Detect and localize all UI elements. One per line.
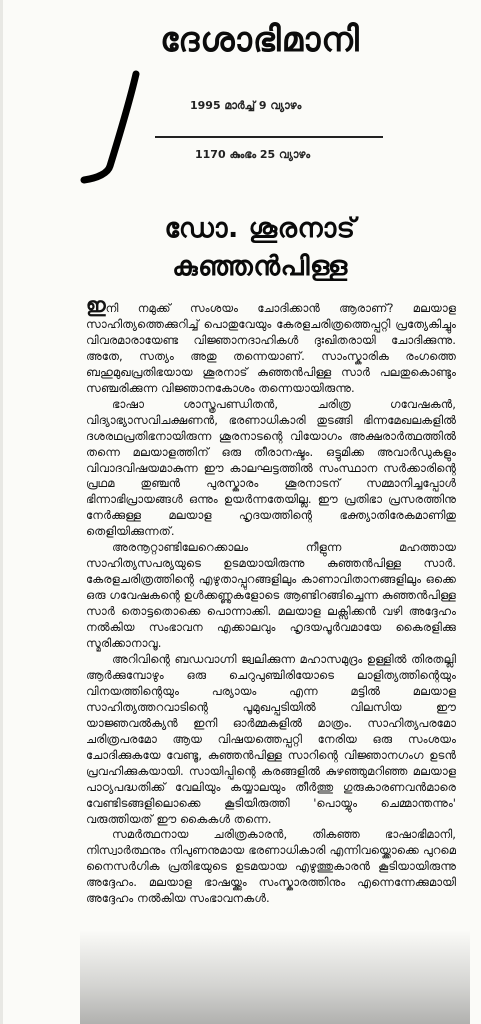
drop-cap: ഇ xyxy=(86,298,106,317)
date-divider xyxy=(155,136,383,138)
article-paragraph: അരനൂറ്റാണ്ടിലേറെക്കാലം നീളുന്ന മഹത്തായ സാഹിത്യസപര്യയുടെ ഉടമയായിരുന്നു കുഞ്ഞൻപിള്ള സാർ. കേരളചരിത്രത്തിന്റെ എഴുതാപ്പുറങ്ങളിലും കാണാവിതാനങ്ങളിലും ഒക്കെ ഒരു ഗവേഷകന്റെ ഉൾക്കണ്ണുകളോടെ ആണ്ടിറങ്ങിച്ചെന്ന കുഞ്ഞൻപിള്ള സാർ തൊട്ടതൊക്കെ പൊന്നാക്കി. മലയാള ലക്സിക്കൻ വഴി അദ്ദേഹം നൽകിയ സംഭാവന എക്കാലവും ഹൃദയപൂർവമായേ കൈരളിക്കു സ്മരിക്കാനാവൂ. xyxy=(86,540,456,651)
date-gregorian: 1995 മാർച്ച് 9 വ്യാഴം xyxy=(190,99,302,112)
newspaper-masthead: ദേശാഭിമാനി xyxy=(160,20,360,60)
headline-line-2: കുഞ്ഞൻപിള്ള xyxy=(172,251,348,282)
article-paragraph xyxy=(86,298,456,397)
article-paragraph: അറിവിന്റെ ബഡവാഗ്നി ജ്വലിക്കുന്ന മഹാസമുദ്രം ഉള്ളിൽ തിരതല്ലി ആർക്കുമ്പോഴും ഒരു ചെറുപുഞ്ചിരിയോടെ ലാളിത്യത്തിന്റെയും വിനയത്തിന്റെയും പര്യായം എന്ന മട്ടിൽ മലയാള സാഹിത്യത്തറവാടിന്റെ പൂമുഖപ്പടിയിൽ വിലസിയ ഈ യാജ്ഞവൽക്യൻ ഇനി ഓർമ്മകളിൽ മാത്രം. സാഹിത്യപരമോ ചരിത്രപരമോ ആയ വിഷയത്തെപ്പറ്റി നേരിയ ഒരു സംശയം ചോദിക്കുകയേ വേണ്ടൂ, കുഞ്ഞൻപിള്ള സാറിന്റെ വിജ്ഞാനഗംഗ ഉടൻ പ്രവഹിക്കുകയായി. സായിപ്പിന്റെ കരങ്ങളിൽ കുഴഞ്ഞുമറിഞ്ഞ മലയാള പാഠ്യപദ്ധതിക്ക് വേലിയും കയ്യാലയും തീർത്തു ഗുരുകാരണവൻമാരെ വേണ്ടിടങ്ങളിലൊക്കെ കൂടിയിരുത്തി 'പൊയ്യും ചെമ്മാന്തന്നും' വരുത്തിയത് ഈ കൈകൾ തന്നെ. xyxy=(86,651,456,826)
page-edge-left xyxy=(0,0,3,1024)
pen-mark-icon xyxy=(78,70,148,185)
date-kollam: 1170 കുംഭം 25 വ്യാഴം xyxy=(195,148,311,161)
headline-line-1: ഡോ. ശൂരനാട് xyxy=(164,213,356,244)
paragraph-text: നി നമുക്ക് സംശയം ചോദിക്കാൻ ആരാണ്? മലയാള സാഹിത്യത്തെക്കുറിച്ച് പൊതുവേയും കേരളചരിത്രത്തെപ്പറ്റി പ്രത്യേകിച്ചും വിവരമാരായേണ്ട വിജ്ഞാനദാഹികൾ ദുഃഖിതരായി ചോദിക്കുന്നു. അതേ, സത്യം അതു തന്നെയാണ്. സാംസ്കാരിക രംഗത്തെ ബഹുമുഖപ്രതിഭയായ ശൂരനാട് കുഞ്ഞൻപിള്ള സാർ പലതുകൊണ്ടും സഞ്ചരിക്കുന്ന വിജ്ഞാനകോശം തന്നെയായിരുന്നു. xyxy=(86,301,456,395)
article-body xyxy=(86,298,456,1018)
article-paragraph: സമർത്ഥനായ ചരിത്രകാരൻ, തികഞ്ഞ ഭാഷാഭിമാനി, നിസ്വാർത്ഥനും നിപുണനുമായ ഭരണാധികാരി എന്നിവയ്ക്കൊക്കെ പുറമെ നൈസർഗിക പ്രതിഭയുടെ ഉടമയായ എഴുത്തുകാരൻ കൂടിയായിരുന്നു അദ്ദേഹം. മലയാള ഭാഷയ്ക്കും സംസ്കാരത്തിനും എന്നെന്നേക്കുമായി അദ്ദേഹം നൽകിയ സംഭാവനകൾ. xyxy=(86,827,456,906)
article-paragraph: ഭാഷാ ശാസ്ത്രപണ്ഡിതൻ, ചരിത്ര ഗവേഷകൻ, വിദ്യാഭ്യാസവിചക്ഷണൻ, ഭരണാധികാരി തുടങ്ങി ഭിന്നമേഖലകളിൽ ദശരഥപ്രതിഭനായിരുന്ന ശൂരനാടന്റെ വിയോഗം അക്ഷരാർത്ഥത്തിൽ തന്നെ മലയാളത്തിന് ഒരു തീരാനഷ്ടം. ഒട്ടുമിക്ക അവാർഡുകളും വിവാദവിഷയമാകുന്ന ഈ കാലഘട്ടത്തിൽ സംസ്ഥാന സർക്കാരിന്റെ പ്രഥമ തുഞ്ചൻ പുരസ്കാരം ശൂരനാടന് സമ്മാനിച്ചപ്പോൾ ഭിന്നാഭിപ്രായങ്ങൾ ഒന്നും ഉയർന്നതേയില്ല. ഈ പ്രതിഭാ പ്രസരത്തിനു നേർക്കുള്ള മലയാള ഹൃദയത്തിന്റെ ഭക്ത്യാതിരേകമാണിതു തെളിയിക്കുന്നത്. xyxy=(86,396,456,539)
